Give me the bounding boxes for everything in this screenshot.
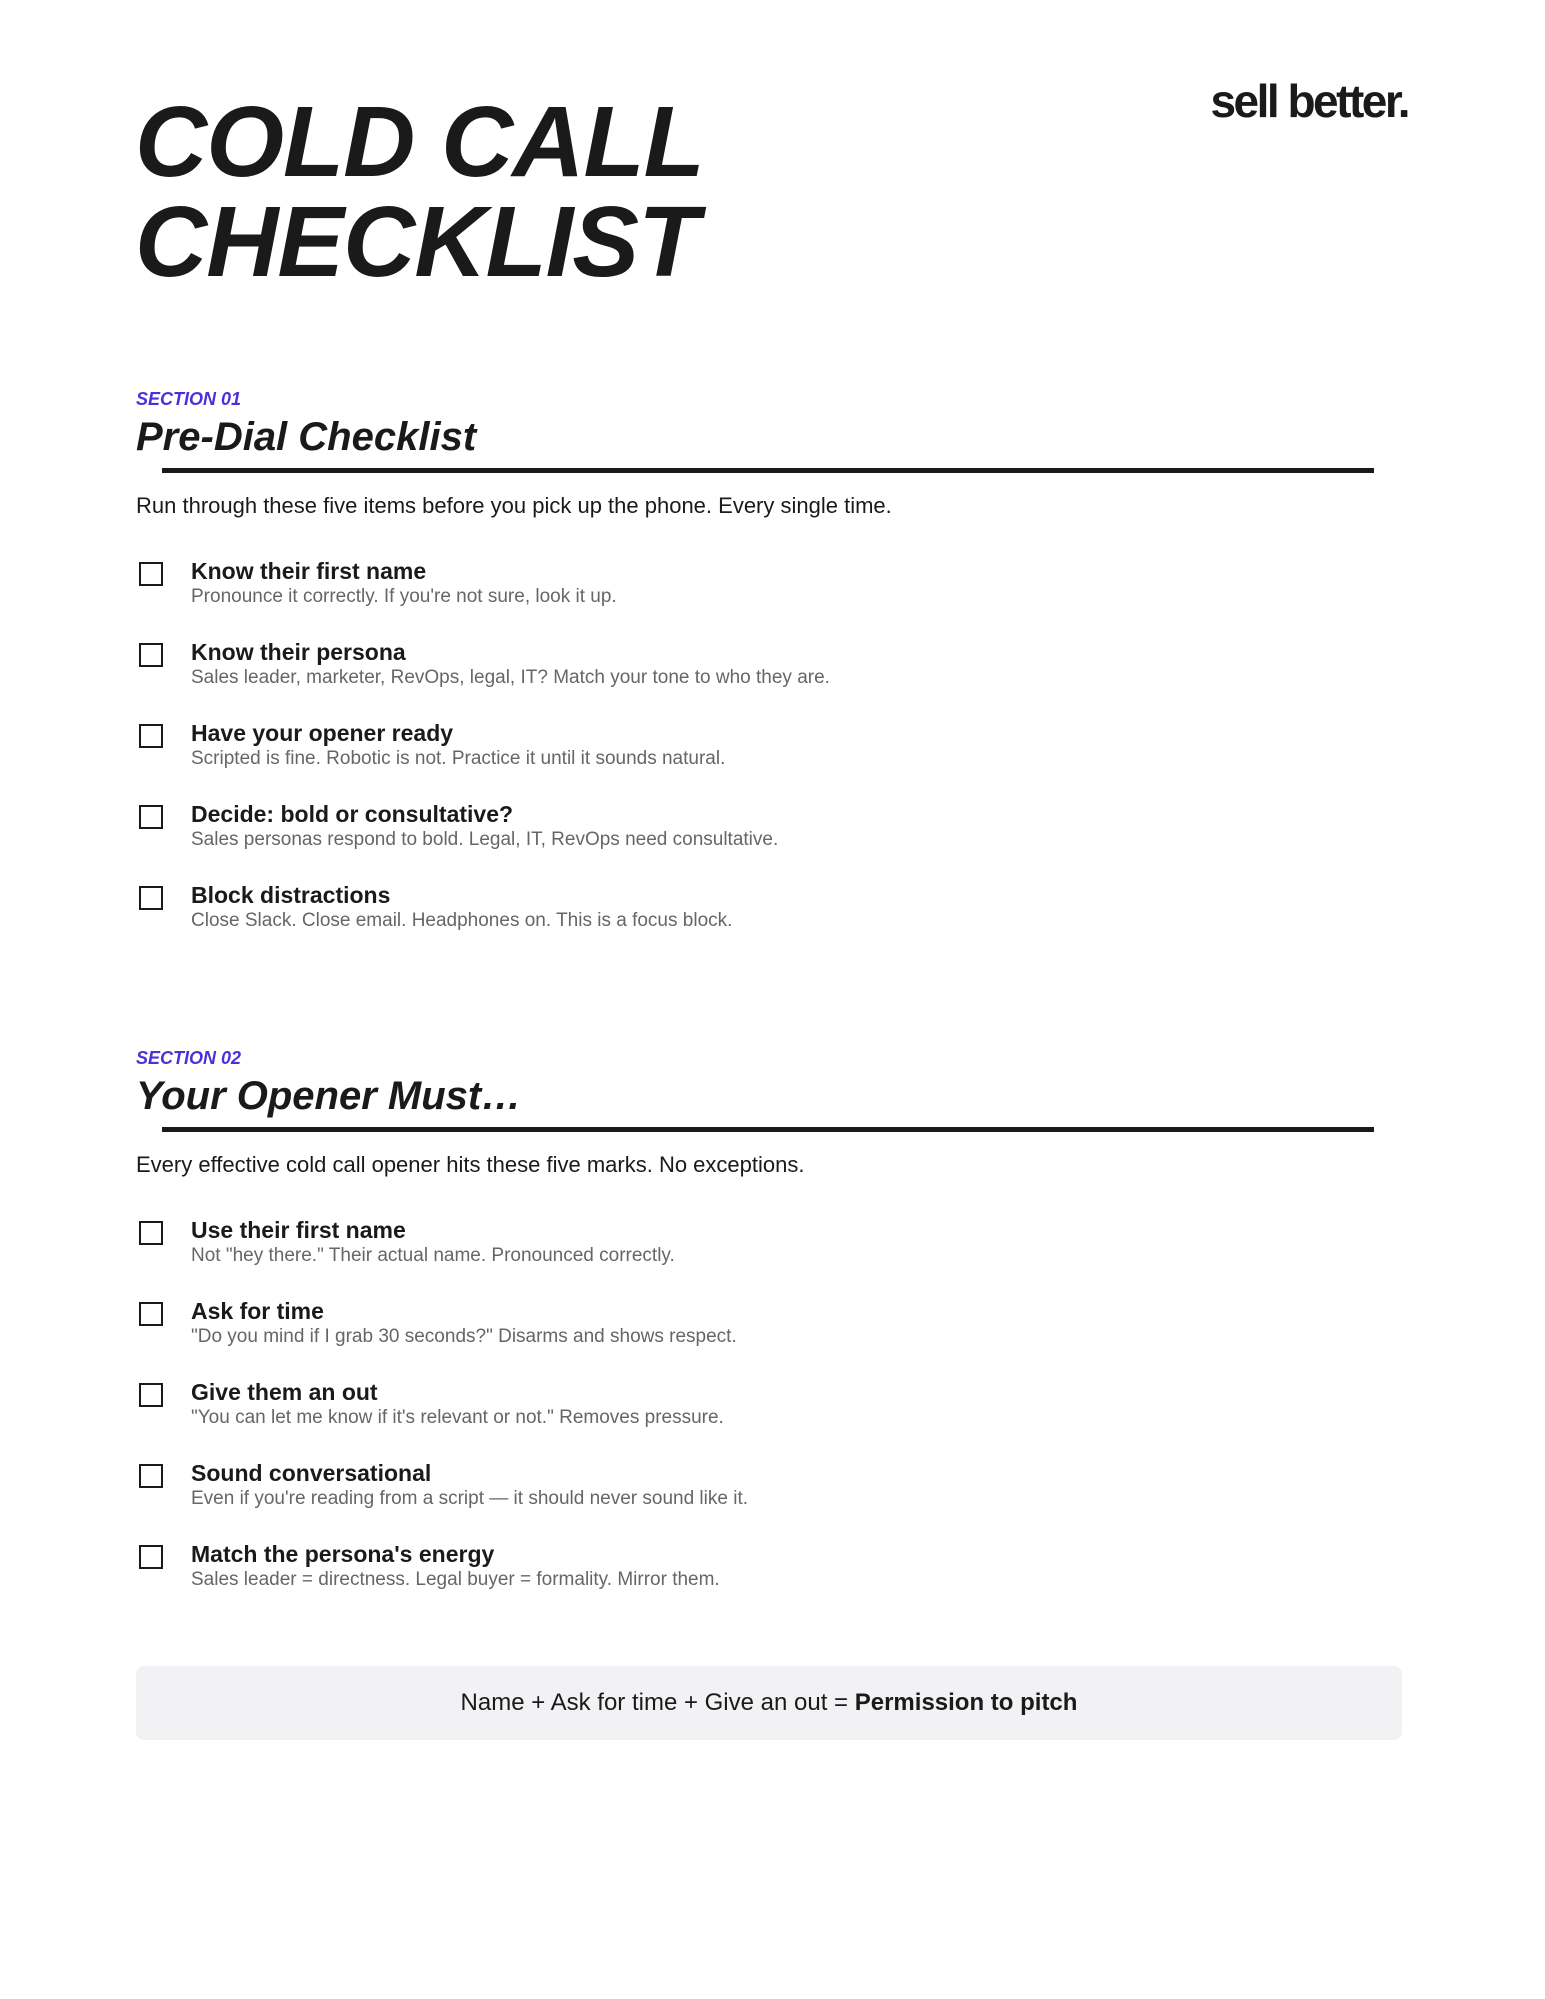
item-description: Pronounce it correctly. If you're not sure, look it up. [191, 586, 617, 607]
item-title: Block distractions [191, 882, 391, 908]
checkbox[interactable] [139, 886, 163, 910]
section-tag: SECTION 02 [136, 1048, 242, 1068]
checklist-item [136, 1297, 1376, 1378]
checklist-item [136, 1216, 1376, 1297]
section-intro: Every effective cold call opener hits these five marks. No exceptions. [136, 1152, 805, 1177]
checklist-item [136, 800, 1376, 881]
item-title: Have your opener ready [191, 720, 454, 746]
checklist-item [136, 881, 1376, 962]
callout-formula: Name + Ask for time + Give an out = [460, 1689, 855, 1716]
checklist-item [136, 1378, 1376, 1459]
page-title-line-1: COLD CALL [135, 86, 704, 198]
checkbox[interactable] [139, 1464, 163, 1488]
checklist-item [136, 638, 1376, 719]
checkbox[interactable] [139, 643, 163, 667]
callout-result: Permission to pitch [854, 1689, 1078, 1716]
checkbox[interactable] [139, 1221, 163, 1245]
item-description: Sales leader, marketer, RevOps, legal, IT? Match your tone to who they are. [191, 667, 830, 688]
item-description: Even if you're reading from a script — it should never sound like it. [191, 1488, 749, 1509]
section-intro: Run through these five items before you pick up the phone. Every single time. [136, 493, 892, 518]
item-description: Sales personas respond to bold. Legal, IT, RevOps need consultative. [191, 829, 779, 850]
checklist [136, 1216, 1376, 1621]
section-title: Your Opener Must… [136, 1074, 522, 1118]
item-title: Use their first name [191, 1217, 406, 1243]
item-title: Ask for time [191, 1298, 324, 1324]
item-description: "Do you mind if I grab 30 seconds?" Disarms and shows respect. [191, 1326, 737, 1347]
checklist-item [136, 719, 1376, 800]
checkbox[interactable] [139, 1545, 163, 1569]
item-description: Not "hey there." Their actual name. Pronounced correctly. [191, 1245, 675, 1266]
page-title-line-2: CHECKLIST [135, 186, 699, 298]
sell-better-logo: sell better. [1210, 75, 1408, 127]
item-description: Scripted is fine. Robotic is not. Practice it until it sounds natural. [191, 748, 726, 769]
formula-callout [136, 1666, 1402, 1740]
item-description: Sales leader = directness. Legal buyer = formality. Mirror them. [191, 1569, 720, 1590]
section-divider [162, 1127, 1374, 1132]
checkbox[interactable] [139, 562, 163, 586]
section-opener [136, 1047, 1376, 1621]
item-description: "You can let me know if it's relevant or not." Removes pressure. [191, 1407, 724, 1428]
section-pre-dial [136, 388, 1376, 962]
item-title: Know their first name [191, 558, 427, 584]
section-title: Pre-Dial Checklist [136, 415, 477, 459]
checklist [136, 557, 1376, 962]
item-title: Give them an out [191, 1379, 378, 1405]
section-tag: SECTION 01 [136, 389, 242, 409]
item-title: Match the persona's energy [191, 1541, 495, 1567]
item-title: Know their persona [191, 639, 406, 665]
item-title: Decide: bold or consultative? [191, 801, 514, 827]
checklist-item [136, 557, 1376, 638]
checklist-item [136, 1540, 1376, 1621]
page-title [135, 86, 704, 298]
section-divider [162, 468, 1374, 473]
item-title: Sound conversational [191, 1460, 432, 1486]
checkbox[interactable] [139, 1383, 163, 1407]
checkbox[interactable] [139, 805, 163, 829]
item-description: Close Slack. Close email. Headphones on. This is a focus block. [191, 910, 733, 931]
checkbox[interactable] [139, 724, 163, 748]
checkbox[interactable] [139, 1302, 163, 1326]
checklist-item [136, 1459, 1376, 1540]
